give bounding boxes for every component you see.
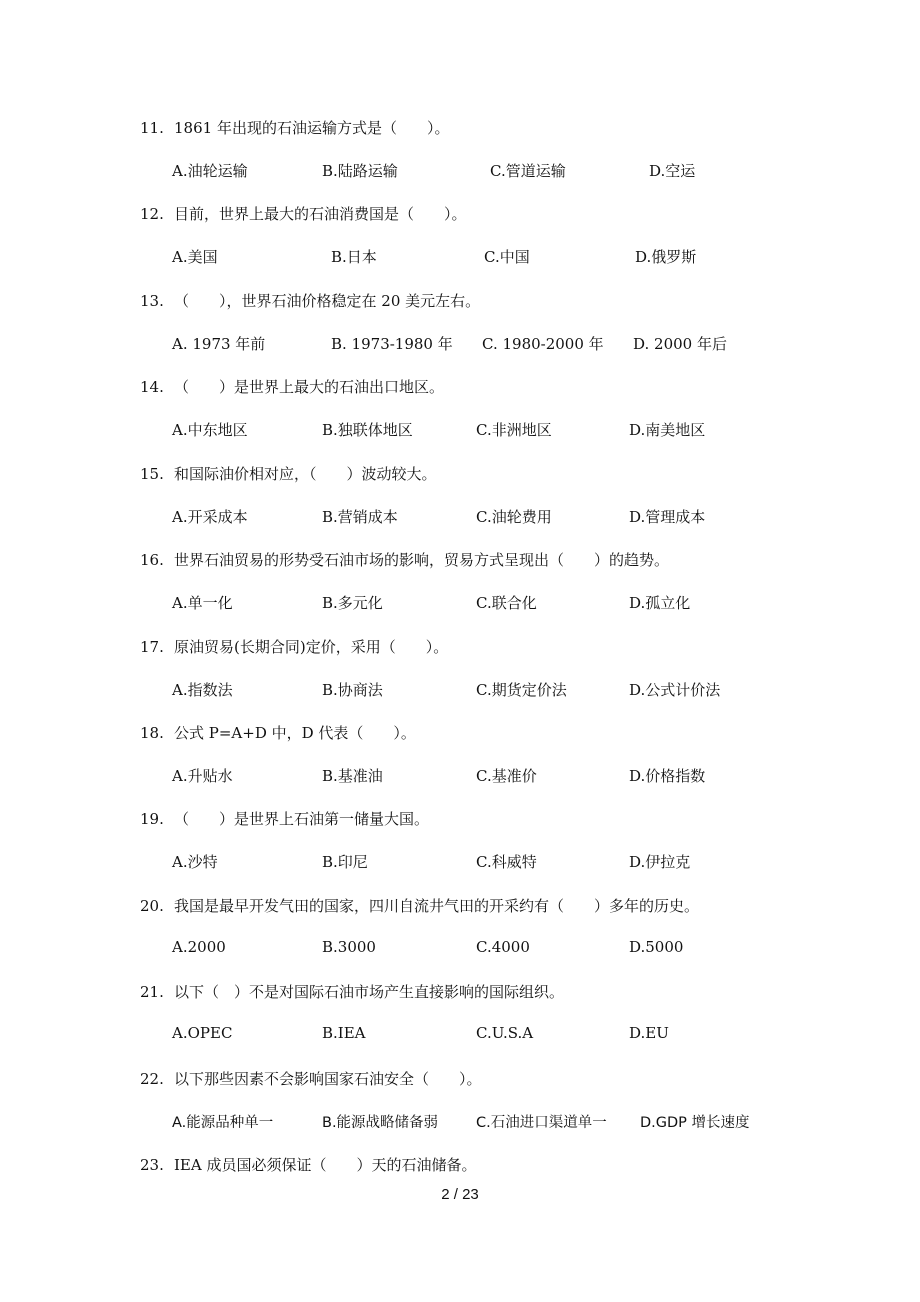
question-23: 23. IEA 成员国必须保证（ ）天的石油储备。	[140, 1156, 477, 1174]
option-c: C.管道运输	[490, 162, 566, 180]
option-c: C.4000	[476, 938, 530, 956]
question-22: 22. 以下那些因素不会影响国家石油安全（ ）。	[140, 1070, 482, 1088]
question-text: 原油贸易(长期合同)定价，采用（ ）。	[174, 638, 449, 656]
question-text: 世界石油贸易的形势受石油市场的影响，贸易方式呈现出（ ）的趋势。	[174, 551, 670, 569]
question-text: 公式 P=A+D 中，D 代表（ ）。	[174, 724, 416, 742]
option-d: D.GDP 增长速度	[640, 1115, 750, 1131]
option-a: A.2000	[172, 938, 226, 956]
question-18: 18. 公式 P=A+D 中，D 代表（ ）。	[140, 724, 416, 742]
total-pages: 23	[462, 1186, 479, 1203]
option-a: A.中东地区	[172, 421, 248, 439]
option-b: B.多元化	[322, 594, 383, 612]
option-d: D.价格指数	[629, 767, 706, 785]
option-b: B.协商法	[322, 681, 383, 699]
question-text: （ ）是世界上最大的石油出口地区。	[174, 378, 445, 396]
option-a: A.单一化	[172, 594, 233, 612]
question-13: 13. （ ），世界石油价格稳定在 20 美元左右。	[140, 292, 481, 310]
option-b: B.IEA	[322, 1024, 366, 1042]
option-a: A. 1973 年前	[172, 335, 266, 353]
option-c: C.中国	[484, 248, 530, 266]
option-b: B.独联体地区	[322, 421, 413, 439]
option-b: B. 1973-1980 年	[331, 335, 453, 353]
option-d: D.空运	[649, 162, 696, 180]
option-a: A.指数法	[172, 681, 233, 699]
question-14: 14. （ ）是世界上最大的石油出口地区。	[140, 378, 445, 396]
page-number	[0, 1186, 920, 1203]
question-text: 以下那些因素不会影响国家石油安全（ ）。	[174, 1070, 482, 1088]
question-text: 1861 年出现的石油运输方式是（ ）。	[174, 119, 450, 137]
option-d: D.EU	[629, 1024, 669, 1042]
option-c: C.联合化	[476, 594, 537, 612]
question-text: 目前，世界上最大的石油消费国是（ ）。	[174, 205, 467, 223]
option-d: D.管理成本	[629, 508, 706, 526]
option-c: C.基准价	[476, 767, 537, 785]
option-b: B.基准油	[322, 767, 383, 785]
option-d: D.俄罗斯	[635, 248, 697, 266]
option-b: B.印尼	[322, 853, 368, 871]
option-a: A.油轮运输	[172, 162, 248, 180]
question-20: 20. 我国是最早开发气田的国家，四川自流井气田的开采约有（ ）多年的历史。	[140, 897, 700, 915]
option-d: D.孤立化	[629, 594, 691, 612]
option-c: C. 1980-2000 年	[482, 335, 604, 353]
question-text: 我国是最早开发气田的国家，四川自流井气田的开采约有（ ）多年的历史。	[174, 897, 700, 915]
question-text: 以下（ ）不是对国际石油市场产生直接影响的国际组织。	[174, 983, 565, 1001]
current-page: 2	[441, 1186, 450, 1203]
option-c: C.科威特	[476, 853, 537, 871]
option-c: C.期货定价法	[476, 681, 567, 699]
question-19: 19. （ ）是世界上石油第一储量大国。	[140, 810, 430, 828]
option-b: B.陆路运输	[322, 162, 398, 180]
option-d: D.南美地区	[629, 421, 706, 439]
option-d: D.伊拉克	[629, 853, 691, 871]
question-text: IEA 成员国必须保证（ ）天的石油储备。	[174, 1156, 477, 1174]
option-d: D. 2000 年后	[633, 335, 727, 353]
option-b: B.营销成本	[322, 508, 398, 526]
question-text: （ ）是世界上石油第一储量大国。	[174, 810, 430, 828]
question-text: （ ），世界石油价格稳定在 20 美元左右。	[174, 292, 481, 310]
question-17: 17. 原油贸易(长期合同)定价，采用（ ）。	[140, 638, 449, 656]
question-text: 和国际油价相对应，（ ）波动较大。	[174, 465, 437, 483]
option-d: D.公式计价法	[629, 681, 721, 699]
question-16: 16. 世界石油贸易的形势受石油市场的影响，贸易方式呈现出（ ）的趋势。	[140, 551, 670, 569]
option-a: A.沙特	[172, 853, 218, 871]
option-a: A.开采成本	[172, 508, 248, 526]
option-b: B.日本	[331, 248, 377, 266]
option-c: C.油轮费用	[476, 508, 552, 526]
option-c: C.U.S.A	[476, 1024, 534, 1042]
question-11: 11. 1861 年出现的石油运输方式是（ ）。	[140, 119, 450, 137]
option-a: A.OPEC	[172, 1024, 233, 1042]
option-c: C.石油进口渠道单一	[476, 1115, 607, 1131]
option-a: A.美国	[172, 248, 218, 266]
option-b: B.3000	[322, 938, 376, 956]
question-12: 12. 目前，世界上最大的石油消费国是（ ）。	[140, 205, 467, 223]
option-a: A.能源品种单一	[172, 1115, 274, 1131]
question-21: 21. 以下（ ）不是对国际石油市场产生直接影响的国际组织。	[140, 983, 565, 1001]
page-separator: /	[453, 1186, 458, 1203]
option-b: B.能源战略储备弱	[322, 1115, 439, 1131]
question-15: 15. 和国际油价相对应，（ ）波动较大。	[140, 465, 437, 483]
option-a: A.升贴水	[172, 767, 233, 785]
option-d: D.5000	[629, 938, 684, 956]
option-c: C.非洲地区	[476, 421, 552, 439]
